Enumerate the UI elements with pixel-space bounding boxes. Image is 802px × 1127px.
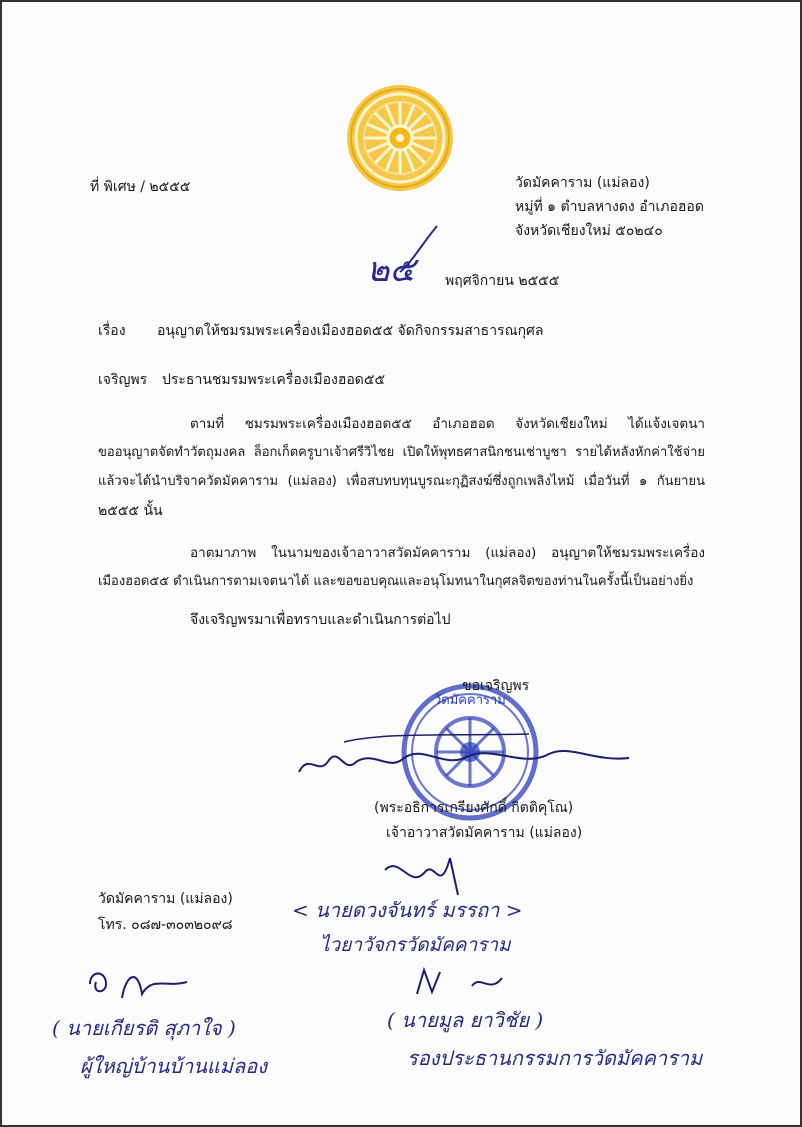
dharma-wheel-emblem	[345, 83, 455, 193]
paragraph3: จึงเจริญพรมาเพื่อทราบและดำเนินการต่อไป	[190, 612, 451, 628]
headman-name: ( นายเกียรติ สุภาใจ )	[52, 1016, 236, 1040]
abbot-signature	[294, 732, 634, 792]
date-flourish	[352, 224, 442, 284]
paragraph1-line4: ๒๕๕๕ นั้น	[98, 503, 163, 519]
witness2-name: ( นายมูล ยาวิชัย )	[387, 1008, 544, 1032]
sender-address-line2: หมู่ที่ ๑ ตำบลหางดง อำเภอฮอด	[515, 199, 704, 215]
reference-number: ที่ พิเศษ / ๒๕๕๕	[90, 179, 191, 195]
date-month-year: พฤศจิกายน ๒๕๕๕	[445, 273, 560, 289]
witness1-role: ไวยาวัจกรวัดมัคคาราม	[320, 934, 511, 956]
sender-address-line3: จังหวัดเชียงใหม่ ๕๐๒๔๐	[515, 223, 663, 239]
witness1-signature	[380, 850, 470, 900]
handwritten-date-day: ๒๕	[367, 250, 416, 290]
signer-title: เจ้าอาวาสวัดมัคคาราม (แม่ลอง)	[386, 825, 583, 841]
footer-org: วัดมัคคาราม (แม่ลอง)	[98, 891, 233, 907]
footer-phone: โทร. ๐๘๗-๓๐๓๒๐๙๘	[98, 917, 233, 933]
recipient-label: เจริญพร	[98, 372, 148, 388]
witness1-name: < นายดวงจันทร์ มรรถา >	[292, 898, 523, 922]
recipient: ประธานชมรมพระเครื่องเมืองฮอด๕๕	[162, 372, 386, 388]
sender-address-line1: วัดมัคคาราม (แม่ลอง)	[515, 175, 650, 191]
signer-name: (พระอธิการเกรียงศักดิ์ กิตติคุโณ)	[374, 800, 574, 816]
witness2-signature	[412, 964, 512, 1000]
headman-role: ผู้ใหญ่บ้านบ้านแม่ลอง	[80, 1054, 268, 1078]
paragraph1-line1: ตามที่ ชมรมพระเครื่องเมืองฮอด๕๕ อำเภอฮอด จังหวัดเชียงใหม่ ได้แจ้งเจตนา	[190, 416, 705, 432]
witness2-role: รองประธานกรรมการวัดมัคคาราม	[407, 1046, 703, 1070]
paragraph1-line3: แล้วจะได้นำบริจาควัดมัคคาราม (แม่ลอง) เพื่อสบทบทุนบูรณะกุฏิสงฆ์ซึ่งถูกเพลิงไหม้ เมื่อวันที่ ๑ กันยายน	[98, 474, 705, 489]
stamp-text: วัดมัคคาราม	[434, 693, 506, 708]
headman-signature	[82, 964, 192, 1004]
paragraph1-line2: ขออนุญาตจัดทำวัตถุมงคล ล็อกเก็ตครูบาเจ้าศรีวิไชย เปิดให้พุทธศาสนิกชนเช่าบูชา รายได้หลังหักค่าใช้จ่าย	[98, 445, 705, 460]
paragraph2-line2: เมืองฮอด๕๕ ดำเนินการตามเจตนาได้ และขอขอบคุณและอนุโมทนาในกุศลจิตของท่านในครั้งนี้เป็นอย่างยิ่ง	[98, 574, 694, 589]
closing: ขอเจริญพร	[462, 678, 530, 694]
paragraph2-line1: อาตมาภาพ ในนามของเจ้าอาวาสวัดมัคคาราม (แม่ลอง) อนุญาตให้ชมรมพระเครื่อง	[190, 545, 705, 561]
subject-label: เรื่อง	[98, 323, 126, 339]
subject: อนุญาตให้ชมรมพระเครื่องเมืองฮอด๕๕ จัดกิจกรรมสาธารณกุศล	[157, 323, 544, 339]
